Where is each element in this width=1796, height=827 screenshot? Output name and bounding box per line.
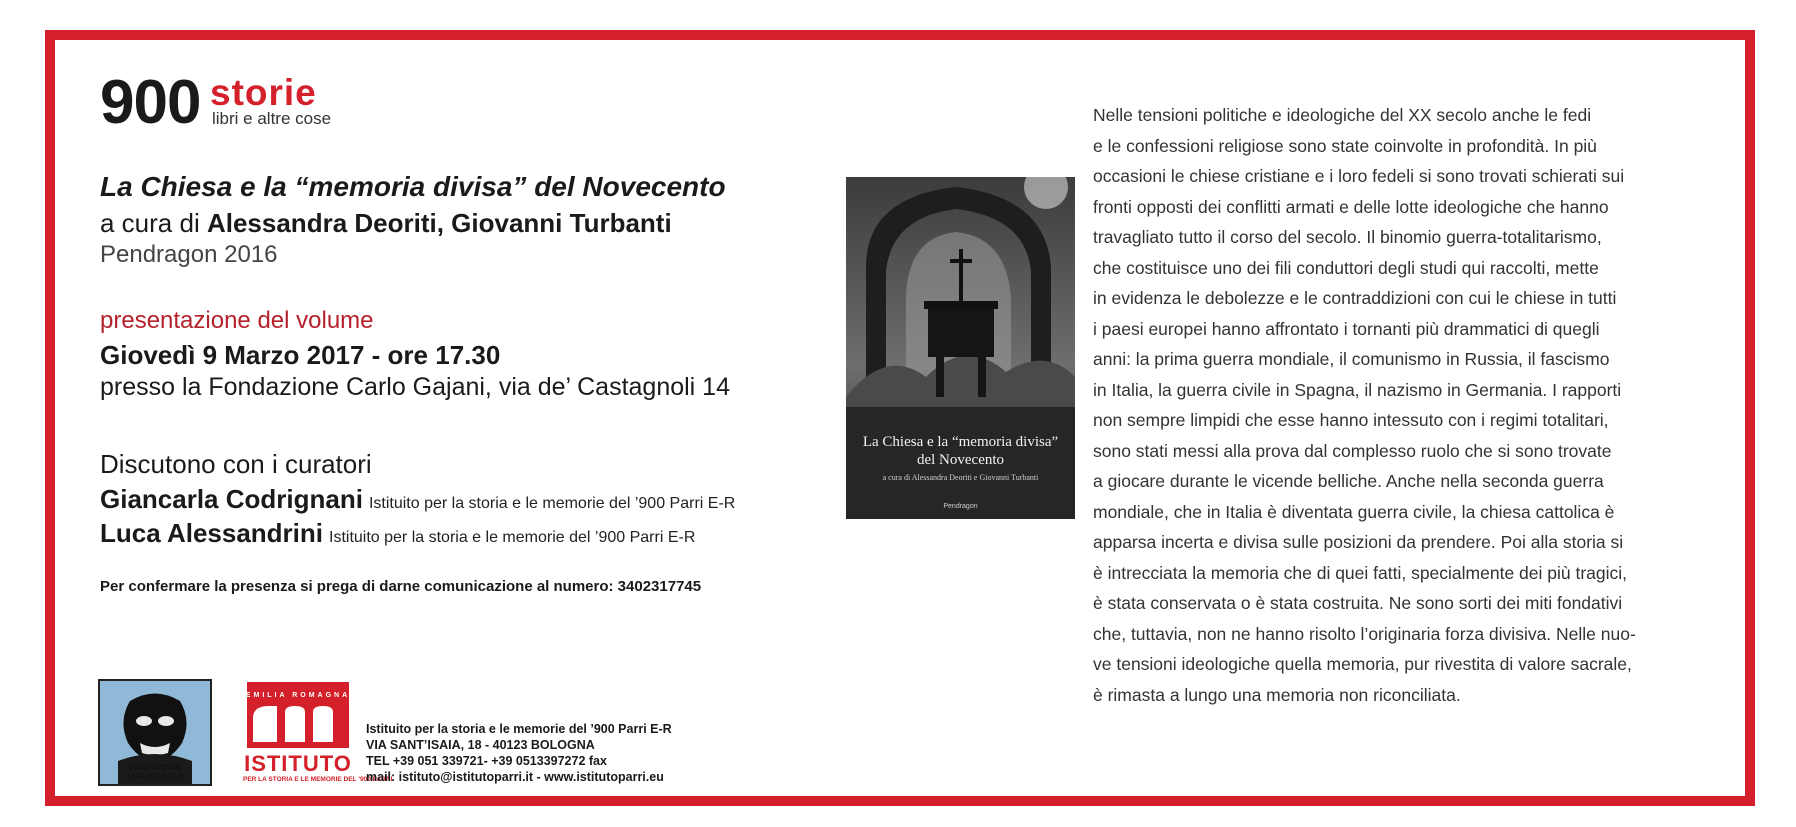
logo-number: 900 — [100, 68, 201, 137]
istituto-region: EMILIA ROMAGNA — [245, 692, 351, 699]
text-line: i paesi europei hanno affrontato i tornanti più drammatici di quegli — [1093, 318, 1600, 339]
speaker — [100, 486, 735, 512]
text-line: apparsa incerta e divisa sulle posizioni da prendere. Poi alla storia si — [1093, 532, 1624, 552]
text-line: Nelle tensioni politiche e ideologiche del XX secolo anche le fedi — [1093, 105, 1592, 125]
contact-address: VIA SANT’ISAIA, 18 - 40123 BOLOGNA — [366, 738, 595, 752]
cover-authors: a cura di Alessandra Deoriti e Giovanni Turbanti — [882, 473, 1039, 482]
speaker-name: Luca Alessandrini — [100, 518, 323, 548]
text-line: travagliato tutto il corso del secolo. Il binomio guerra-totalitarismo, — [1093, 227, 1602, 247]
text-line: in evidenza le debolezze e le contraddizioni con cui le chiese in tutti — [1093, 288, 1617, 308]
contact-phone: TEL +39 051 339721- +39 0513397272 fax — [366, 754, 607, 768]
istituto-word: ISTITUTO — [244, 751, 352, 776]
istituto-parri-logo — [243, 682, 393, 786]
logo-word: storie — [210, 72, 317, 113]
text-line: non sempre limpidi che esse hanno intessuto con i regimi totalitari, — [1093, 410, 1609, 430]
text-line: e le confessioni religiose sono state coinvolte in profondità. In più — [1093, 135, 1597, 156]
speaker-name: Giancarla Codrignani — [100, 484, 363, 514]
book-publisher: Pendragon 2016 — [100, 241, 278, 268]
rsvp-note: Per confermare la presenza si prega di darne comunicazione al numero: 3402317745 — [100, 578, 702, 595]
fondazione-caption: FONDAZIONE CARLO GAJANI — [124, 763, 186, 781]
contact-mail[interactable]: mail: istituto@istitutoparri.it - www.istitutoparri.eu — [366, 770, 664, 784]
logo-tagline: libri e altre cose — [212, 109, 332, 128]
contact-name: Istituito per la storia e le memorie del ’900 Parri E-R — [366, 722, 672, 736]
cover-publisher: Pendragon — [943, 503, 978, 510]
text-line: è stata conservata o è stata costruita. Ne sono sorti dei miti fondativi — [1093, 593, 1623, 613]
book-title: La Chiesa e la “memoria divisa” del Novecento — [100, 171, 726, 202]
text-line: in Italia, la guerra civile in Spagna, il nazismo in Germania. I rapporti — [1093, 379, 1622, 400]
text-line: ve tensioni ideologiche quella memoria, pur rivestita di valore sacrale, — [1093, 654, 1632, 674]
presentation-label: presentazione del volume — [100, 307, 374, 334]
text-line: occasioni le chiese cristiane e i loro fedeli si sono trovati schierati sui — [1093, 166, 1625, 186]
text-line: è rimasta a lungo una memoria non riconciliata. — [1093, 684, 1461, 705]
text-line: fronti opposti dei conflitti armati e delle lotte ideologiche che hanno — [1093, 196, 1609, 217]
presentation-date: Giovedì 9 Marzo 2017 - ore 17.30 — [100, 340, 501, 370]
text-line: che costituisce uno dei fili conduttori degli studi qui raccolti, mette — [1093, 257, 1599, 278]
text-line: mondiale, che in Italia è diventata guerra civile, la chiesa cattolica è — [1093, 501, 1615, 522]
description-paragraph — [1093, 100, 1733, 710]
speaker-affiliation: Istituito per la storia e le memorie del ’900 Parri E-R — [329, 529, 696, 546]
presentation-place: presso la Fondazione Carlo Gajani, via de’ Castagnoli 14 — [100, 373, 730, 401]
book-cover-image — [846, 177, 1075, 519]
fondazione-gajani-logo — [98, 679, 212, 786]
text-line: è intrecciata la memoria che di quei fatti, specialmente dei più tragici, — [1093, 562, 1628, 583]
contact-block — [366, 721, 672, 785]
curators: Alessandra Deoriti, Giovanni Turbanti — [206, 208, 672, 238]
text-line: a giocare durante le vicende belliche. Anche nella seconda guerra — [1093, 471, 1604, 491]
curated-prefix: a cura di — [100, 208, 200, 238]
text-line: che, tuttavia, non ne hanno risolto l’originaria forza divisiva. Nelle nuo- — [1093, 623, 1636, 644]
istituto-tagline: PER LA STORIA E LE MEMORIE DEL ’900 PARRI — [243, 776, 393, 783]
cover-title: La Chiesa e la “memoria divisa” del Novecento — [862, 434, 1059, 468]
discussion-label: Discutono con i curatori — [100, 449, 372, 479]
speaker — [100, 520, 695, 546]
book-curators-line — [100, 210, 672, 236]
text-line: sono stati messi alla prova dal complesso ruolo che si sono trovate — [1093, 440, 1612, 461]
text-line: anni: la prima guerra mondiale, il comunismo in Russia, il fascismo — [1093, 349, 1610, 369]
speaker-affiliation: Istituito per la storia e le memorie del ’900 Parri E-R — [368, 495, 736, 512]
